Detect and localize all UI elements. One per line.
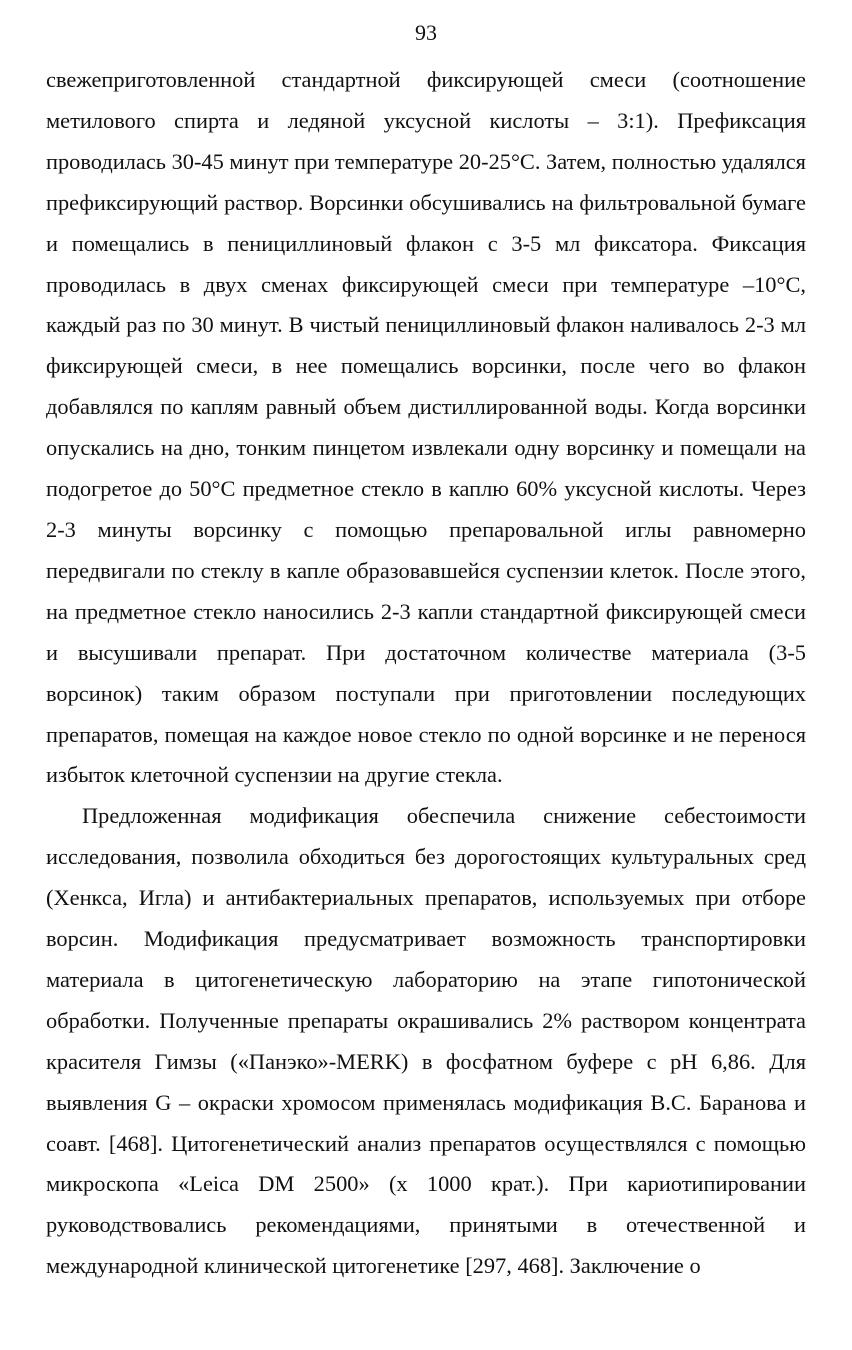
page-number: 93 [415,20,437,45]
body-text [46,60,806,1287]
paragraph-1: свежеприготовленной стандартной фиксирующей смеси (соотношение метилового спирта и ледяной уксусной кислоты – 3:1). Префиксация проводилась 30-45 минут при температуре 20-25°С. Затем, полностью удалялся префиксирующий раствор. Ворсинки обсушивались на фильтровальной бумаге и помещались в пенициллиновый флакон с 3-5 мл фиксатора. Фиксация проводилась в двух сменах фиксирующей смеси при температуре –10°С, каждый раз по 30 минут. В чистый пенициллиновый флакон наливалось 2-3 мл фиксирующей смеси, в нее помещались ворсинки, после чего во флакон добавлялся по каплям равный объем дистиллированной воды. Когда ворсинки опускались на дно, тонким пинцетом извлекали одну ворсинку и помещали на подогретое до 50°С предметное стекло в каплю 60% уксусной кислоты. Через 2-3 минуты ворсинку с помощью препаровальной иглы равномерно передвигали по стеклу в капле образовавшейся суспензии клеток. После этого, на предметное стекло наносились 2-3 капли стандартной фиксирующей смеси и высушивали препарат. При достаточном количестве материала (3-5 ворсинок) таким образом поступали при приготовлении последующих препаратов, помещая на каждое новое стекло по одной ворсинке и не перенося избыток клеточной суспензии на другие стекла. [46,67,806,788]
paragraph-2: Предложенная модификация обеспечила снижение себестоимости исследования, позволила обходиться без дорогостоящих культуральных сред (Хенкса, Игла) и антибактериальных препаратов, используемых при отборе ворсин. Модификация предусматривает возможность транспортировки материала в цитогенетическую лабораторию на этапе гипотонической обработки. Полученные препараты окрашивались 2% раствором концентрата красителя Гимзы («Панэко»-MERK) в фосфатном буфере с рН 6,86. Для выявления G – окраски хромосом применялась модификация В.С. Баранова и соавт. [468]. Цитогенетический анализ препаратов осуществлялся с помощью микроскопа «Leica DM 2500» (х 1000 крат.). При кариотипировании руководствовались рекомендациями, принятыми в отечественной и международной клинической цитогенетике [297, 468]. Заключение о [46,803,806,1279]
